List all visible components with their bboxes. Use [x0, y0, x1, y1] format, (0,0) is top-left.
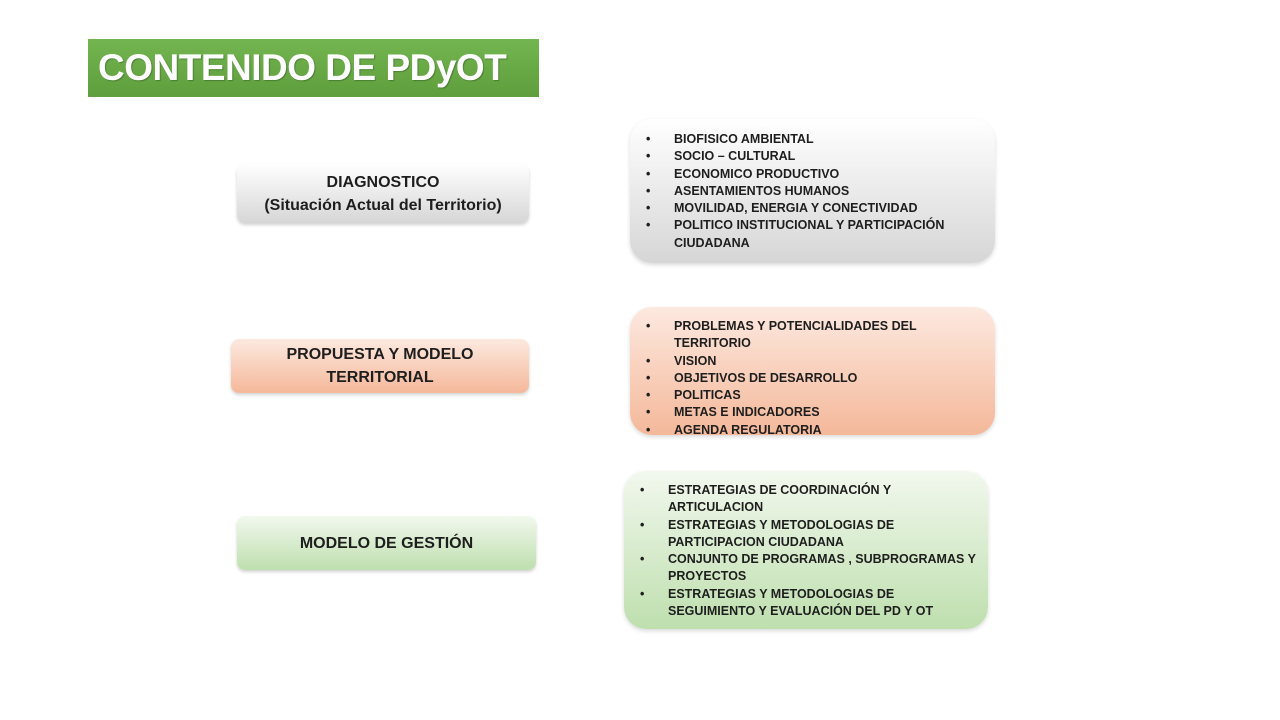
list-item: • ESTRATEGIAS Y METODOLOGIAS DE SEGUIMIENTO Y EVALUACIÓN DEL PD Y OT	[640, 586, 934, 619]
list-item: • ESTRATEGIAS Y METODOLOGIAS DE PARTICIPACION CIUDADANA	[640, 517, 895, 549]
list-item: • CONJUNTO DE PROGRAMAS , SUBPROGRAMAS Y PROYECTOS	[640, 552, 976, 584]
list-item: • POLITICO INSTITUCIONAL Y PARTICIPACIÓN CIUDADANA	[646, 218, 945, 250]
propuesta-label-line-2: TERRITORIAL	[326, 369, 434, 386]
list-item: • MOVILIDAD, ENERGIA Y CONECTIVIDAD	[646, 201, 918, 216]
title-bar	[88, 39, 539, 97]
list-item: • BIOFISICO AMBIENTAL	[646, 132, 814, 146]
gestion-label-line-1: MODELO DE GESTIÓN	[299, 534, 474, 552]
gestion-label-box	[237, 516, 536, 570]
list-item: • OBJETIVOS DE DESARROLLO	[646, 370, 858, 385]
propuesta-label-box	[231, 339, 529, 393]
gestion-detail-box	[624, 471, 988, 629]
propuesta-item-list	[630, 318, 995, 439]
list-item: • ESTRATEGIAS DE COORDINACIÓN Y ARTICULACION	[640, 483, 891, 515]
propuesta-detail-box	[630, 307, 995, 435]
list-item: • PROBLEMAS Y POTENCIALIDADES DEL TERRITORIO	[646, 319, 917, 351]
list-item: • METAS E INDICADORES	[646, 405, 820, 420]
diagnostico-item-list	[630, 131, 995, 252]
diagnostico-label-line-2: (Situación Actual del Territorio)	[264, 196, 502, 214]
list-item: • SOCIO – CULTURAL	[646, 149, 796, 164]
gestion-item-list	[624, 482, 988, 620]
list-item: • POLITICAS	[646, 388, 741, 403]
page-title: CONTENIDO DE PDyOT	[98, 47, 507, 88]
diagnostico-label-line-1: DIAGNOSTICO	[326, 173, 440, 191]
propuesta-label-line-1: PROPUESTA Y MODELO	[286, 346, 474, 363]
list-item: • AGENDA REGULATORIA	[646, 422, 822, 437]
list-item: • ECONOMICO PRODUCTIVO	[646, 166, 840, 181]
list-item: • VISION	[646, 353, 717, 368]
diagnostico-label-box	[237, 164, 529, 223]
list-item: • ASENTAMIENTOS HUMANOS	[646, 183, 850, 198]
diagnostico-detail-box	[630, 119, 995, 263]
